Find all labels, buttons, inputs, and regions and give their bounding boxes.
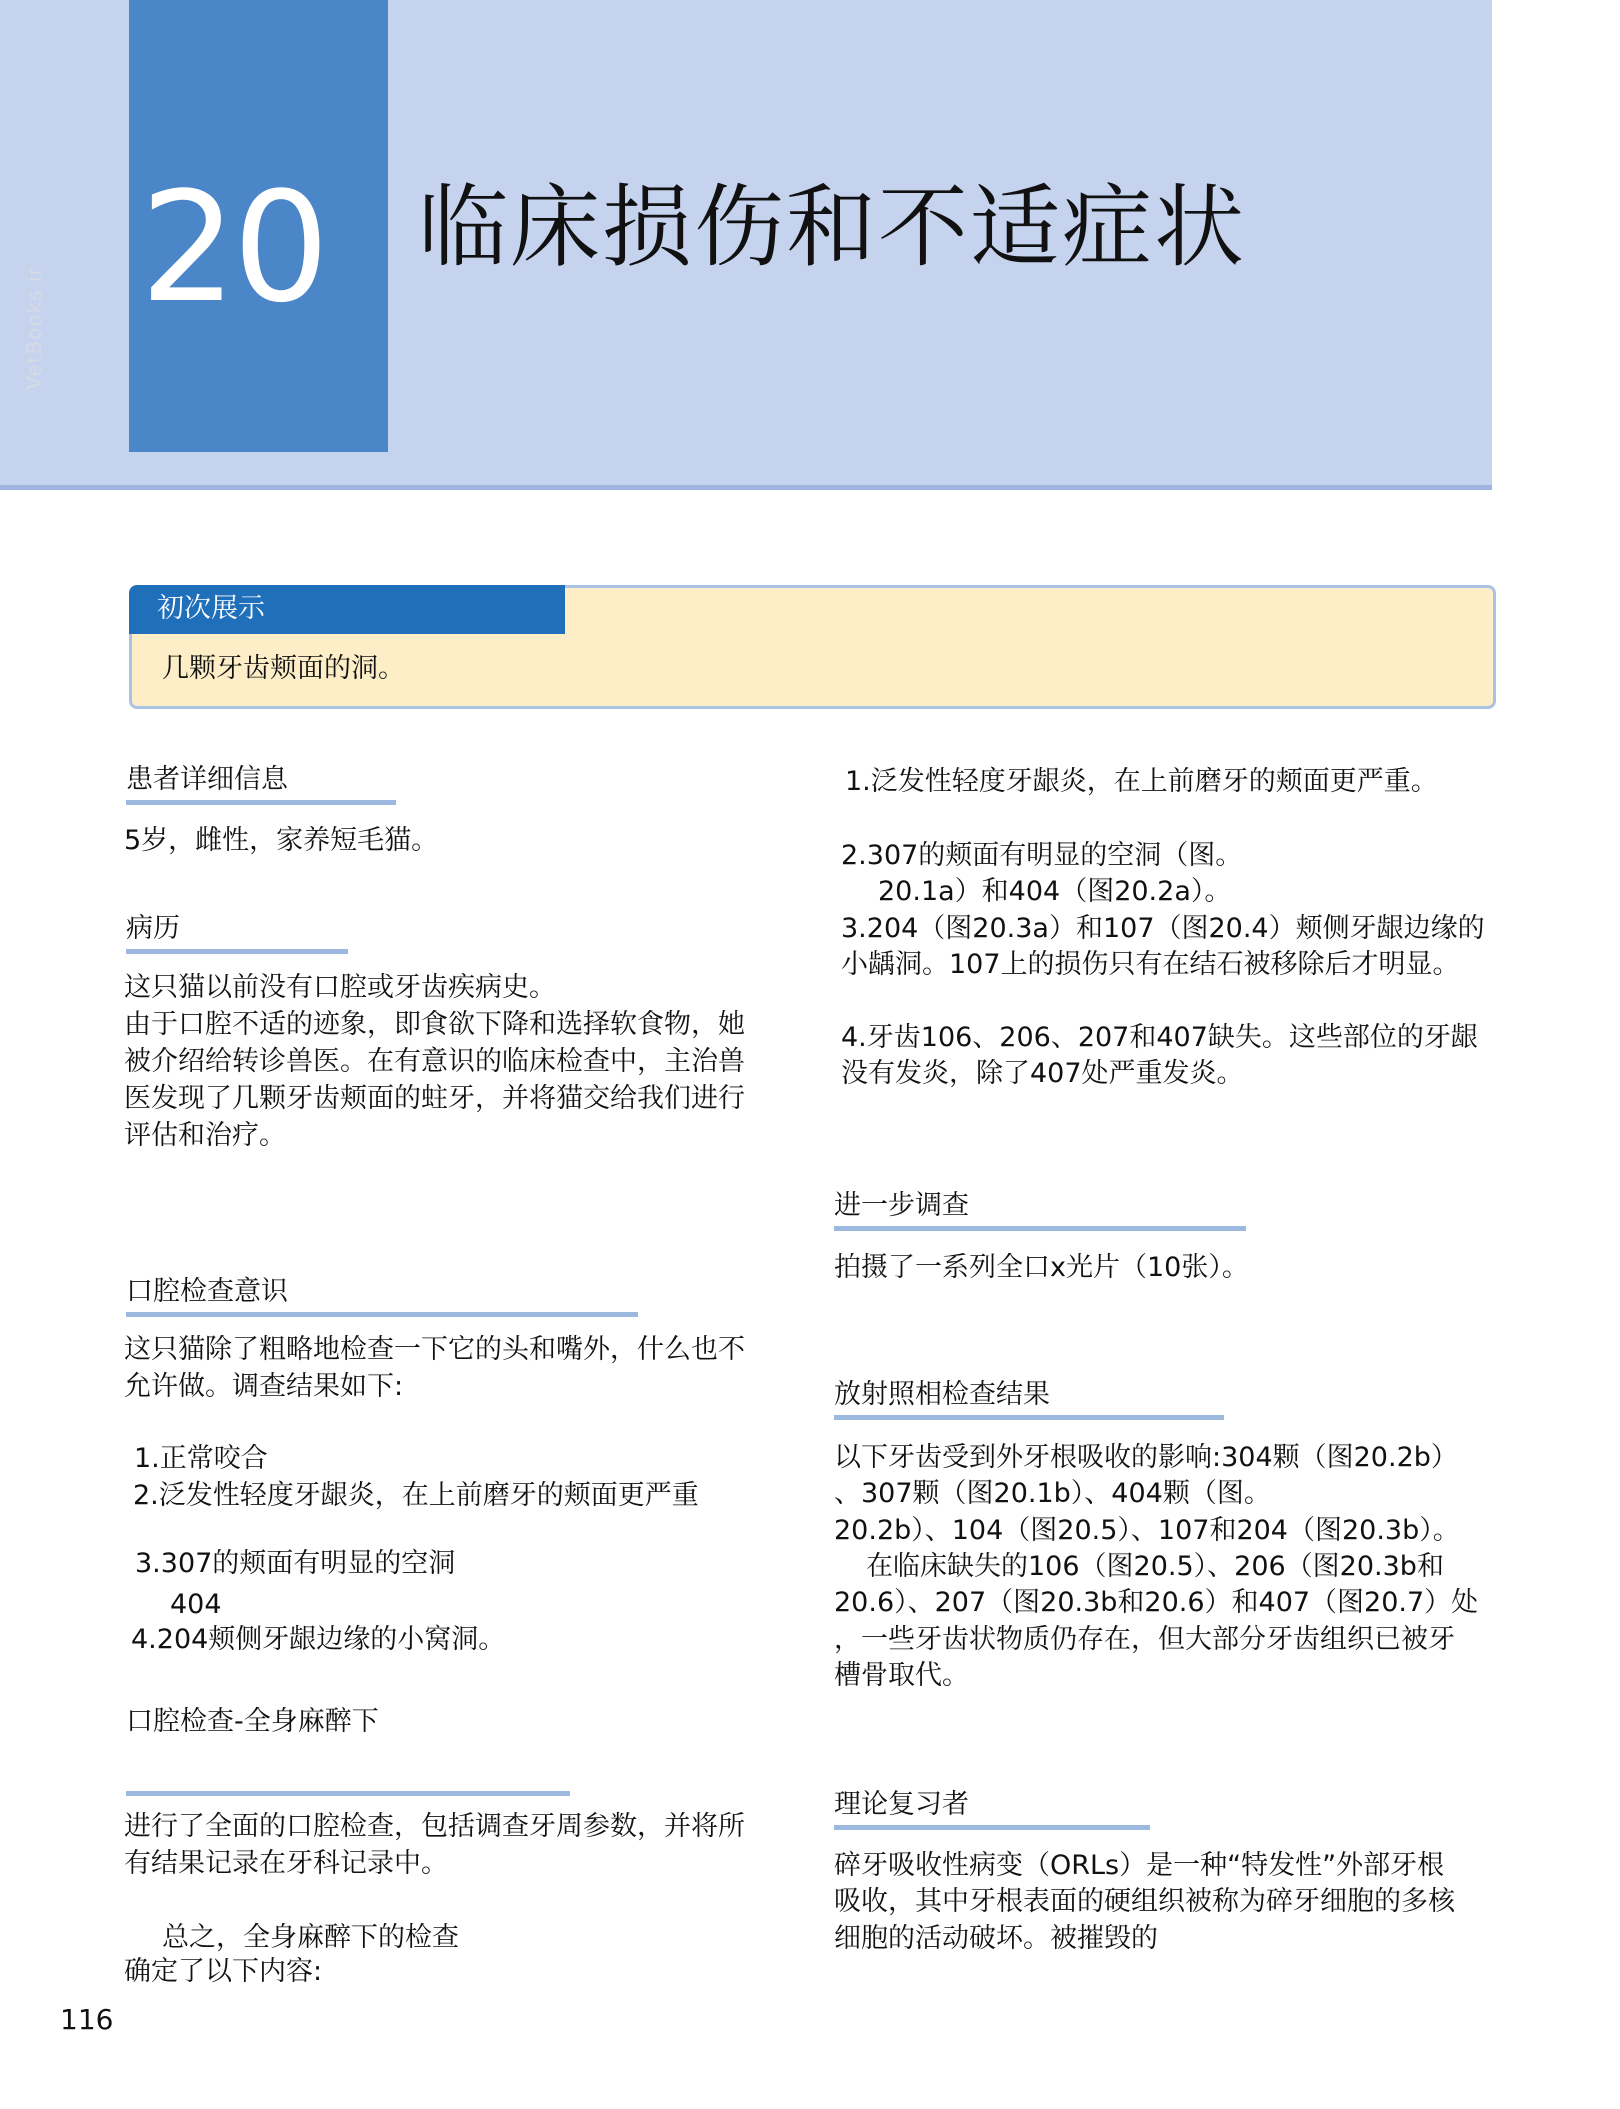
theory-line: 吸收，其中牙根表面的硬组织被称为碎牙细胞的多核 [834,1886,1455,1917]
conscious-exam-item: 4.204颊侧牙龈边缘的小窝洞。 [131,1624,506,1655]
finding-line: 2.307的颊面有明显的空洞（图。 [841,840,1243,871]
section-further-investigation [834,1188,1246,1231]
anesthesia-exam-summary: 总之，全身麻醉下的检查 [162,1922,459,1953]
theory-line: 碎牙吸收性病变（ORLs）是一种“特发性”外部牙根 [834,1850,1445,1881]
conscious-exam-text: 这只猫除了粗略地检查一下它的头和嘴外，什么也不 允许做。调查结果如下: [124,1334,745,1402]
section-underline [126,949,348,954]
section-underline [126,1312,638,1317]
page-number: 116 [60,2003,114,2036]
initial-presentation-label: 初次展示 [157,593,265,624]
section-patient-details [126,762,396,805]
section-title: 口腔检查-全身麻醉下 [126,1706,379,1737]
section-underline [834,1825,1150,1830]
conscious-exam-item: 404 [170,1589,222,1620]
section-underline [126,1791,570,1796]
section-underline [834,1415,1224,1420]
history-text: 这只猫以前没有口腔或牙齿疾病史。 由于口腔不适的迹象，即食欲下降和选择软食物，她 被介绍给转诊兽医。在有意识的临床检查中，主治兽 医发现了几颗牙齿颊面的蛀牙，并将猫交给我们进行 评估和治疗。 [124,972,745,1151]
chapter-title: 临床损伤和不适症状 [418,175,1246,280]
header-divider [0,485,1492,490]
anesthesia-exam-text: 进行了全面的口腔检查，包括调查牙周参数，并将所 有结果记录在牙科记录中。 [124,1811,745,1879]
anesthesia-exam-summary: 确定了以下内容: [124,1956,323,1987]
further-investigation-text: 拍摄了一系列全口x光片（10张）。 [834,1252,1249,1283]
section-title: 病历 [126,913,180,944]
finding-line: 20.1a）和404（图20.2a）。 [878,876,1232,907]
section-title: 进一步调查 [834,1190,969,1221]
radiographic-line: 20.2b）、104（图20.5）、107和204（图20.3b）。 [834,1515,1460,1546]
section-underline [834,1226,1246,1231]
section-radiographic-findings [834,1377,1224,1420]
radiographic-line: 以下牙齿受到外牙根吸收的影响:304颗（图20.2b） [834,1442,1458,1473]
chapter-number: 20 [140,159,326,336]
radiographic-line: ，一些牙齿状物质仍存在，但大部分牙齿组织已被牙 [834,1624,1455,1655]
initial-presentation-tab [129,585,565,634]
initial-presentation-box [129,585,1496,709]
finding-line: 4.牙齿106、206、207和407缺失。这些部位的牙龈 [841,1022,1478,1053]
finding-line: 没有发炎，除了407处严重发炎。 [841,1058,1244,1089]
radiographic-line: 在临床缺失的106（图20.5）、206（图20.3b和 [866,1551,1444,1582]
radiographic-line: 槽骨取代。 [834,1660,969,1691]
finding-line: 小龋洞。107上的损伤只有在结石被移除后才明显。 [841,949,1460,980]
conscious-exam-item: 1.正常咬合 [134,1443,268,1474]
initial-presentation-text: 几颗牙齿颊面的洞。 [162,653,405,684]
section-theory-refresher [834,1787,1150,1830]
section-title: 放射照相检查结果 [834,1379,1050,1410]
watermark: VetBooks.ir [21,266,46,390]
finding-line: 1.泛发性轻度牙龈炎，在上前磨牙的颊面更严重。 [845,766,1438,797]
radiographic-line: 20.6）、207（图20.3b和20.6）和407（图20.7）处 [834,1587,1479,1618]
section-anesthesia-exam [126,1704,379,1740]
theory-line: 细胞的活动破坏。被摧毁的 [834,1923,1158,1954]
conscious-exam-item: 3.307的颊面有明显的空洞 [135,1548,456,1579]
section-title: 患者详细信息 [126,764,288,795]
section-underline [126,800,396,805]
conscious-exam-item: 2.泛发性轻度牙龈炎，在上前磨牙的颊面更严重 [133,1480,699,1511]
finding-line: 3.204（图20.3a）和107（图20.4）颊侧牙龈边缘的 [841,913,1485,944]
radiographic-line: 、307颗（图20.1b）、404颗（图。 [834,1478,1271,1509]
section-title: 理论复习者 [834,1789,969,1820]
section-history [126,911,348,954]
patient-details-text: 5岁，雌性，家养短毛猫。 [124,825,439,856]
section-conscious-exam [126,1274,638,1317]
section-title: 口腔检查意识 [126,1276,288,1307]
